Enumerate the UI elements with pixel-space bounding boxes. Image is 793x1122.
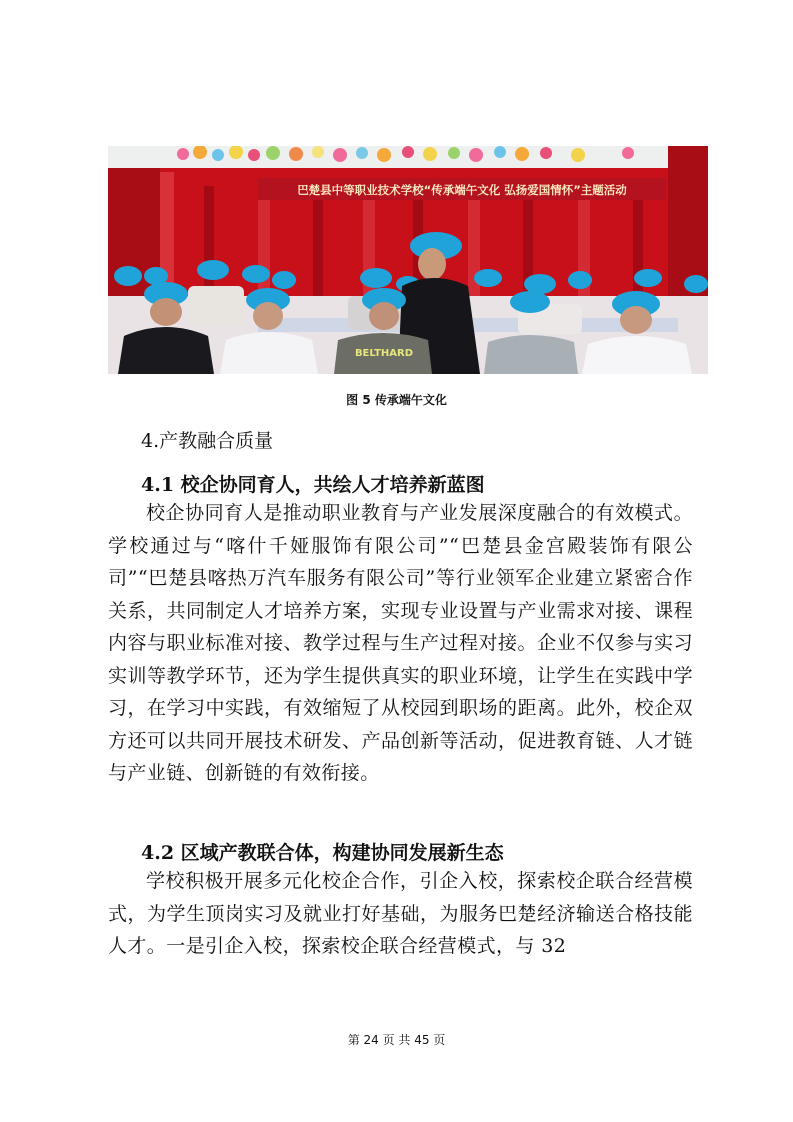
body-paragraph: 校企协同育人是推动职业教育与产业发展深度融合的有效模式。学校通过与“喀什千娅服饰有限公司”“巴楚县金宫殿装饰有限公司”“巴楚县喀热万汽车服务有限公司”等行业领军企业建立紧密合作关系，共同制定人才培养方案，实现专业设置与产业需求对接、课程内容与职业标准对接、教学过程与生产过程对接。企业不仅参与实习实训等教学环节，还为学生提供真实的职业环境，让学生在实践中学习，在学习中实践，有效缩短了从校园到职场的距离。此外，校企双方还可以共同开展技术研发、产品创新等活动，促进教育链、人才链与产业链、创新链的有效衔接。	[108, 502, 693, 784]
figure-caption: 图 5 传承端午文化	[346, 393, 447, 407]
figure-photo	[108, 146, 708, 374]
subsection-heading: 4.2 区域产教联合体，构建协同发展新生态	[141, 842, 504, 864]
page-footer: 第 24 页 共 45 页	[347, 1033, 446, 1047]
body-paragraph: 学校积极开展多元化校企合作，引企入校，探索校企联合经营模式，为学生顶岗实习及就业打好基础，为服务巴楚经济输送合格技能人才。一是引企入校，探索校企联合经营模式，与 32	[108, 870, 693, 957]
section-heading: 4.产教融合质量	[141, 430, 274, 452]
banner-text: 巴楚县中等职业技术学校“传承端午文化 弘扬爱国情怀”主题活动	[297, 183, 627, 197]
subsection-heading: 4.1 校企协同育人，共绘人才培养新蓝图	[141, 474, 485, 496]
shirt-text: BELTHARD	[354, 348, 414, 359]
